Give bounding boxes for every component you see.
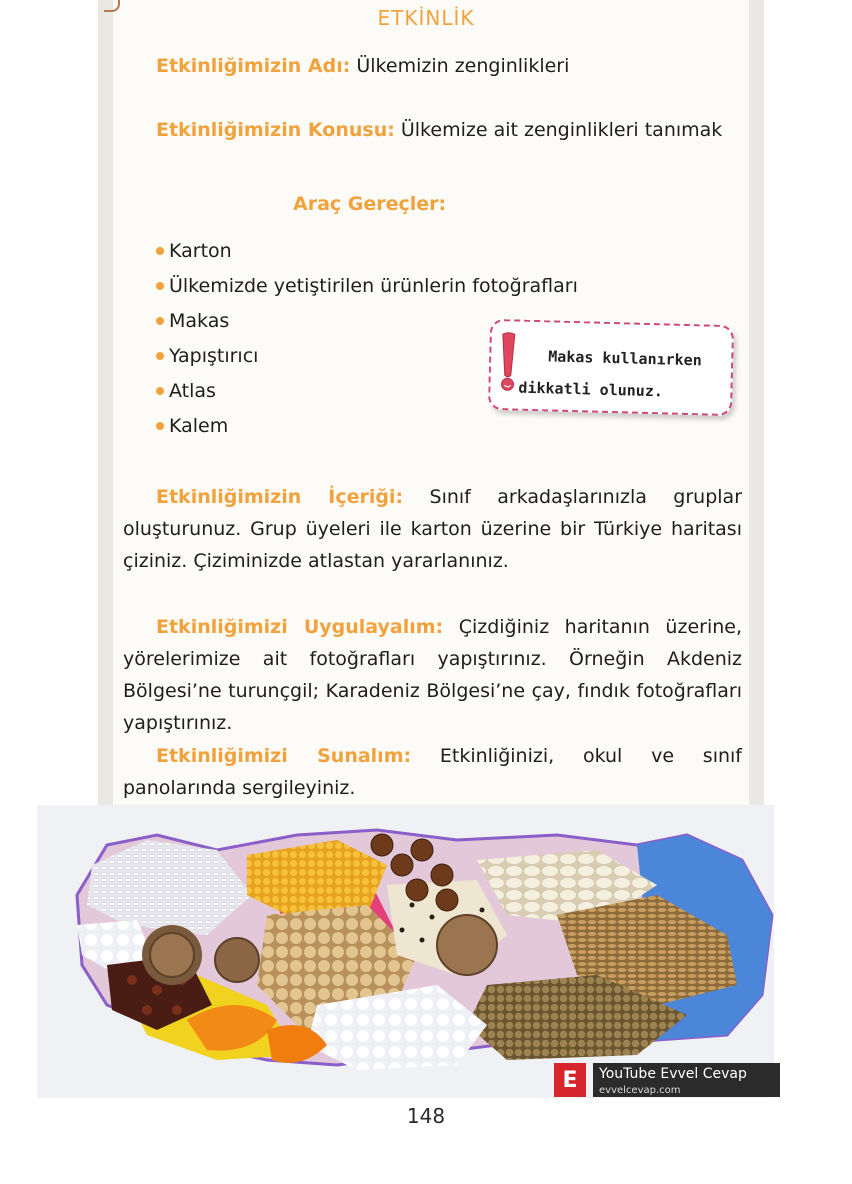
content-text: Sınıf arkadaşlarınızla gruplar oluşturunuz. Grup üyeleri ile karton üzerine bir Türkiye haritası çiziniz. Çiziminizde atlastan yararlanınız. [123, 486, 742, 572]
present-paragraph [123, 740, 742, 804]
materials-heading: Araç Gereçler: [293, 193, 447, 215]
bullet-icon [156, 247, 164, 255]
warning-callout [488, 319, 734, 416]
activity-name-label: Etkinliğimizin Adı: [156, 55, 351, 77]
list-item: Kalem [156, 408, 578, 443]
content-paragraph [123, 481, 742, 577]
warning-text [518, 340, 725, 409]
list-item: Makas [156, 303, 578, 338]
turkey-grain-map-image [37, 805, 774, 1098]
list-item: Ülkemizde yetiştirilen ürünlerin fotoğrafları [156, 268, 578, 303]
channel-url: evvelcevap.com [593, 1085, 780, 1097]
warning-line-2: dikkatli olunuz. [518, 378, 664, 401]
watermark-badge [551, 1063, 774, 1097]
page-number: 148 [406, 1104, 446, 1128]
content-label: Etkinliğimizin İçeriği: [156, 486, 404, 508]
bullet-icon [156, 317, 164, 325]
activity-name-value: Ülkemizin zenginlikleri [356, 55, 570, 77]
bullet-icon [156, 282, 164, 290]
activity-topic-label: Etkinliğimizin Konusu: [156, 119, 395, 141]
present-label: Etkinliğimizi Sunalım: [156, 745, 412, 767]
channel-logo-icon: E [554, 1063, 586, 1097]
activity-topic-value: Ülkemize ait zenginlikleri tanımak [400, 119, 723, 141]
bullet-icon [156, 422, 164, 430]
list-item: Yapıştırıcı [156, 338, 578, 373]
activity-name-row [156, 55, 569, 77]
apply-text: Çizdiğiniz haritanın üzerine, yörelerimize ait fotoğrafları yapıştırınız. Örneğin Akdeniz Bölgesi’ne turunçgil; Karadeniz Bölgesi’ne çay, fındık fotoğrafları yapıştırınız. [123, 616, 742, 734]
apply-paragraph [123, 611, 742, 739]
exclamation-icon [496, 331, 520, 394]
channel-name: YouTube Evvel Cevap [593, 1063, 780, 1085]
present-text: Etkinliğinizi, okul ve sınıf panolarında sergileyiniz. [123, 745, 742, 799]
bullet-icon [156, 387, 164, 395]
list-item: Atlas [156, 373, 578, 408]
activity-topic-row [156, 119, 722, 141]
map-photo [37, 805, 774, 1098]
warning-line-1: Makas kullanırken [548, 347, 702, 370]
list-item: Karton [156, 233, 578, 268]
bullet-icon [156, 352, 164, 360]
apply-label: Etkinliğimizi Uygulayalım: [156, 616, 444, 638]
activity-title: ETKİNLİK [377, 6, 475, 30]
